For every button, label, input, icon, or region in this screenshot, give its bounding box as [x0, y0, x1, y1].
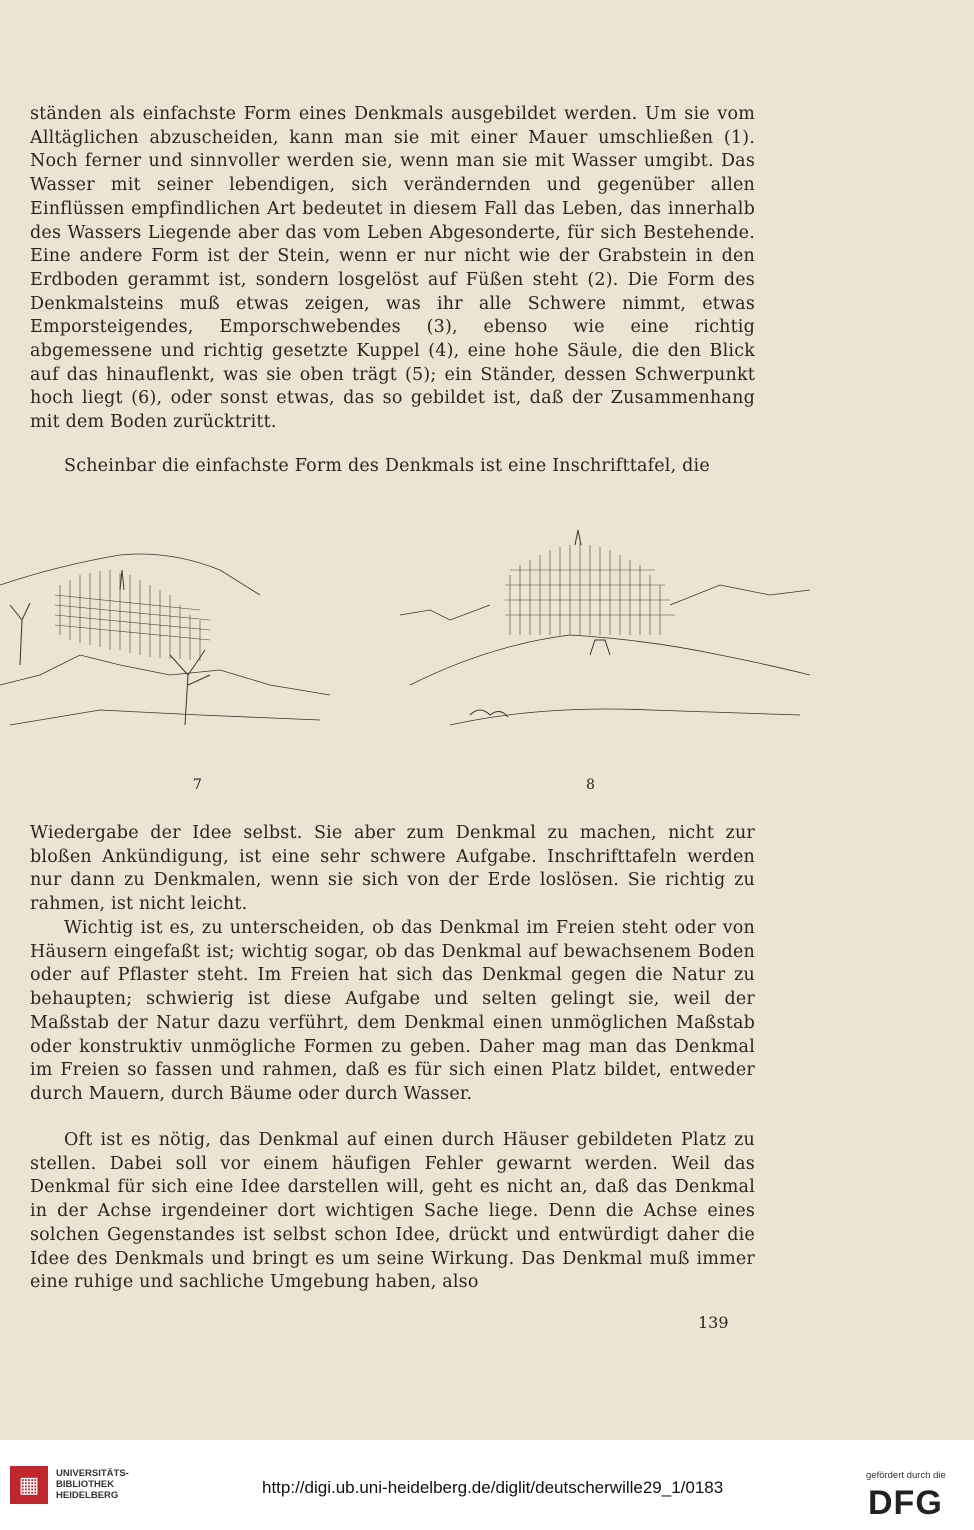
paragraph-4: Wichtig ist es, zu unterscheiden, ob das Denkmal im Freien steht oder von Häusern eingefaßt ist; wichtig sogar, ob das Denkmal auf bewachsenem Boden oder auf Pflaster steht. Im Freien hat sich das Denkmal gegen die Natur zu behaupten; schwierig ist diese Aufgabe und selten gelingt sie, weil der Maßstab der Natur dazu verführt, dem Denkmal einen unmöglichen Maßstab oder konstruktiv unmögliche Formen zu geben. Daher mag man das Denkmal im Freien so fassen und rahmen, daß es für sich einen Platz bildet, entweder durch Mauern, durch Bäume oder durch Wasser.	[30, 918, 755, 1104]
footer-bar	[0, 1440, 974, 1530]
figure-8-caption: 8	[586, 777, 595, 793]
page-number: 139	[698, 1313, 729, 1332]
paragraph-1: ständen als einfachste Form eines Denkmals ausgebildet werden. Um sie vom Alltäglichen abzuscheiden, kann man sie mit einer Mauer umschließen (1). Noch ferner und sinnvoller werden sie, wenn man sie mit Wasser umgibt. Das Wasser mit seiner lebendigen, sich verändernden und gegenüber allen Einflüssen empfindlichen Art bedeutet in diesem Fall das Leben, das innerhalb des Wassers Liegende aber das vom Leben Abgesonderte, für sich Bestehende. Eine andere Form ist der Stein, wenn er nur nicht wie der Grabstein in den Erdboden gerammt ist, sondern losgelöst auf Füßen steht (2). Die Form des Denkmalsteins muß etwas zeigen, was ihr alle Schwere nimmt, etwas Emporsteigendes, Emporschwebendes (3), ebenso wie eine richtig abgemessene und richtig gesetzte Kuppel (4), eine hohe Säule, die den Blick auf das hinauflenkt, was sie oben trägt (5); ein Ständer, dessen Schwerpunkt hoch liegt (6), oder sonst etwas, das so gebildet ist, daß der Zusammenhang mit dem Boden zurücktritt.	[30, 104, 755, 433]
permalink-url[interactable]: http://digi.ub.uni-heidelberg.de/diglit/deutscherwille29_1/0183	[262, 1478, 724, 1497]
figure-8-sketch	[390, 525, 810, 755]
library-name: UNIVERSITÄTS- BIBLIOTHEK HEIDELBERG	[56, 1468, 129, 1501]
paragraph-2: Scheinbar die einfachste Form des Denkmals ist eine Inschrifttafel, die	[64, 456, 710, 476]
paragraph-5: Oft ist es nötig, das Denkmal auf einen durch Häuser gebildeten Platz zu stellen. Dabei soll vor einem häufigen Fehler gewarnt werden. Weil das Denkmal für sich eine Idee darstellen will, geht es nicht an, daß das Denkmal in der Achse irgendeiner dort wichtigen Sache liege. Denn die Achse eines solchen Gegenstandes ist selbst schon Idee, drückt und entwürdigt daher die Idee des Denkmals und bringt es um seine Wirkung. Das Denkmal muß immer eine ruhige und sachliche Umgebung haben, also	[30, 1130, 755, 1293]
funded-by-label: gefördert durch die	[866, 1470, 946, 1481]
library-logo-icon: ▦	[10, 1466, 48, 1504]
paragraph-3: Wiedergabe der Idee selbst. Sie aber zum Denkmal zu machen, nicht zur bloßen Ankündigung, ist eine sehr schwere Aufgabe. Inschrifttafeln werden nur dann zu Denkmalen, wenn sie sich von der Erde loslösen. Sie richtig zu rahmen, ist nicht leicht.	[30, 823, 755, 915]
figure-7-sketch	[0, 525, 330, 755]
dfg-logo: DFG	[868, 1484, 943, 1522]
figure-7-caption: 7	[193, 777, 202, 793]
